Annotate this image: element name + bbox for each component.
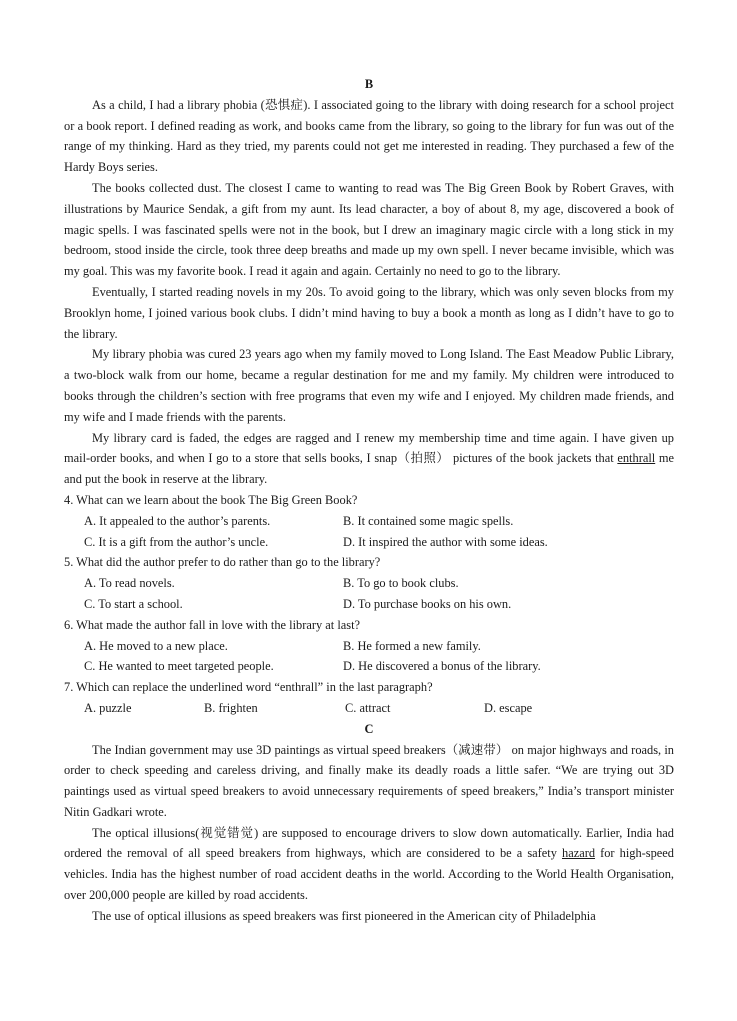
question-4-stem: 4. What can we learn about the book The Big Green Book? (64, 492, 358, 507)
section-c-heading: C (364, 721, 374, 736)
question-5-option-b: B. To go to book clubs. (343, 576, 459, 591)
question-7-options (64, 698, 674, 719)
question-5-stem: 5. What did the author prefer to do rather than go to the library? (64, 555, 381, 570)
question-6-option-c: C. He wanted to meet targeted people. (84, 659, 274, 674)
question-6-option-d: D. He discovered a bonus of the library. (343, 659, 541, 674)
underlined-word-hazard: hazard (562, 846, 596, 861)
section-b-paragraph-3: Eventually, I started reading novels in my 20s. To avoid going to the library, which was only seven blocks from my Brooklyn home, I joined various book clubs. I didn’t mind having to buy a book a month as long as I didn’t have to go to the library. (64, 284, 674, 341)
question-4-option-d: D. It inspired the author with some ideas. (343, 534, 548, 549)
section-b-heading: B (364, 77, 374, 91)
question-4-option-a: A. It appealed to the author’s parents. (84, 513, 271, 528)
section-c-paragraph-2: The optical illusions(视觉错觉) are supposed to encourage drivers to slow down automatically. Earlier, India had ordered the removal of all speed breakers from highways, which are considered to be a safety hazard for high-speed vehicles. India has the highest number of road accident deaths in the world. According to the World Health Organisation, over 200,000 people are killed by road accidents. (64, 825, 675, 903)
question-7-stem: 7. Which can replace the underlined word “enthrall” in the last paragraph? (64, 680, 433, 695)
question-6-stem: 6. What made the author fall in love with the library at last? (64, 617, 361, 632)
section-b-paragraph-4: My library phobia was cured 23 years ago when my family moved to Long Island. The East Meadow Public Library, a two-block walk from our home, became a regular destination for me and my family. My children were introduced to books through the children’s section with free programs that even my wife and I enjoyed. My children made friends, and my wife and I made friends with the parents. (64, 347, 674, 424)
question-7-option-b: B. frighten (204, 700, 258, 715)
question-5-options (64, 573, 674, 615)
question-4-option-b: B. It contained some magic spells. (343, 513, 514, 528)
document-page (64, 74, 674, 927)
section-b-paragraph-1: As a child, I had a library phobia (恐惧症). I associated going to the library with doing research for a school project or a book report. I defined reading as work, and books came from the library, so going to the library for fun was out of the range of my thinking. Hard as they tried, my parents could not get me interested in reading. They purchased a few of the Hardy Boys series. (64, 97, 674, 175)
question-4-options (64, 511, 674, 553)
underlined-word-enthrall: enthrall (617, 451, 656, 466)
section-b-paragraph-5: My library card is faded, the edges are ragged and I renew my membership time and time again. I have given up mail-order books, and when I go to a store that sells books, I snap（拍照） pictures of the book jackets that enthrall me and put the book in reserve at the library. (64, 430, 674, 487)
question-7-option-c: C. attract (345, 700, 391, 715)
question-5-option-d: D. To purchase books on his own. (343, 596, 512, 611)
question-5-option-a: A. To read novels. (84, 576, 175, 591)
question-6-options (64, 636, 674, 678)
question-7-option-a: A. puzzle (84, 700, 132, 715)
question-6-option-a: A. He moved to a new place. (84, 638, 228, 653)
question-7-option-d: D. escape (484, 700, 533, 715)
section-c-paragraph-3: The use of optical illusions as speed breakers was first pioneered in the American city of Philadelphia (92, 908, 596, 923)
section-c-paragraph-1: The Indian government may use 3D paintings as virtual speed breakers（减速带） on major highways and roads, in order to check speeding and careless driving, and finally make its deadly roads a little safer. “We are trying out 3D paintings used as virtual speed breakers to avoid unnecessary requirements of speed breakers,” India’s transport minister Nitin Gadkari wrote. (64, 742, 674, 819)
question-5-option-c: C. To start a school. (84, 596, 183, 611)
question-6-option-b: B. He formed a new family. (343, 638, 481, 653)
question-4-option-c: C. It is a gift from the author’s uncle. (84, 534, 269, 549)
section-b-paragraph-2: The books collected dust. The closest I came to wanting to read was The Big Green Book by Robert Graves, with illustrations by Maurice Sendak, a gift from my aunt. Its lead character, a boy of about 8, my age, discovered a book of magic spells. I was fascinated spells were not in the book, but I drew an imaginary magic circle with a long stick in my bedroom, stood inside the circle, took three deep breaths and made up my own spell. I never became invisible, which was my goal. This was my favorite book. I read it again and again. Certainly no need to go to the library. (64, 180, 674, 279)
